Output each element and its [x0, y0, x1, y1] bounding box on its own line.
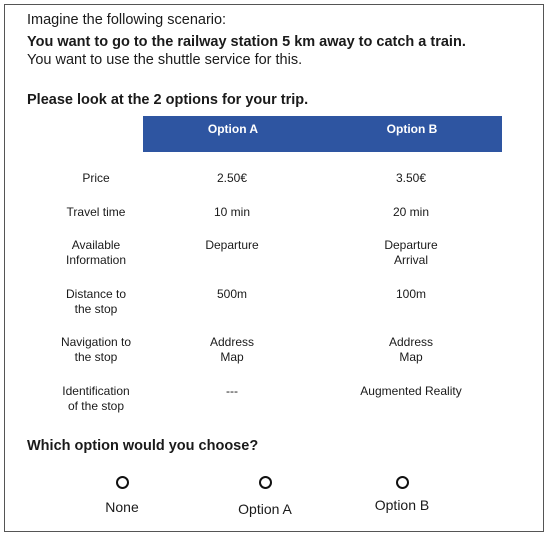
option-a-header: Option A [207, 122, 259, 136]
option-b-header: Option B [386, 122, 438, 136]
intro-line-3: You want to use the shuttle service for this. [27, 52, 303, 68]
option-a-information: Departure [205, 238, 259, 252]
option-a-navigation: Address Map [209, 335, 255, 364]
option-b-distance: 100m [395, 287, 427, 301]
radio-unchecked-icon[interactable] [259, 476, 272, 489]
option-a-price: 2.50€ [216, 171, 248, 185]
choice-option-b[interactable] [342, 476, 462, 513]
choice-option-b-label[interactable]: Option B [374, 497, 430, 513]
options-header-bar [143, 116, 502, 152]
option-b-information: Departure Arrival [384, 238, 438, 267]
option-b-price: 3.50€ [395, 171, 427, 185]
option-b-identification: Augmented Reality [360, 384, 462, 398]
attribute-label-distance: Distance to the stop [65, 287, 127, 316]
option-b-navigation: Address Map [388, 335, 434, 364]
attribute-label-information: Available Information [65, 238, 127, 267]
option-a-travel-time: 10 min [213, 205, 251, 219]
option-b-travel-time: 20 min [392, 205, 430, 219]
options-heading: Please look at the 2 options for your trip. [27, 92, 309, 108]
attribute-label-identification: Identification of the stop [62, 384, 130, 413]
choice-option-a-label[interactable]: Option A [238, 501, 292, 517]
option-a-identification: --- [226, 384, 238, 398]
intro-line-1: Imagine the following scenario: [27, 12, 227, 28]
attribute-label-travel-time: Travel time [66, 205, 126, 219]
intro-line-2: You want to go to the railway station 5 km away to catch a train. [27, 34, 466, 50]
choice-question: Which option would you choose? [27, 438, 259, 454]
choice-none-label[interactable]: None [105, 499, 139, 515]
choice-none[interactable] [62, 476, 182, 515]
choice-option-a[interactable] [205, 476, 325, 517]
radio-unchecked-icon[interactable] [396, 476, 409, 489]
attribute-label-navigation: Navigation to the stop [60, 335, 132, 364]
attribute-label-price: Price [82, 171, 110, 185]
option-a-distance: 500m [216, 287, 248, 301]
radio-unchecked-icon[interactable] [116, 476, 129, 489]
